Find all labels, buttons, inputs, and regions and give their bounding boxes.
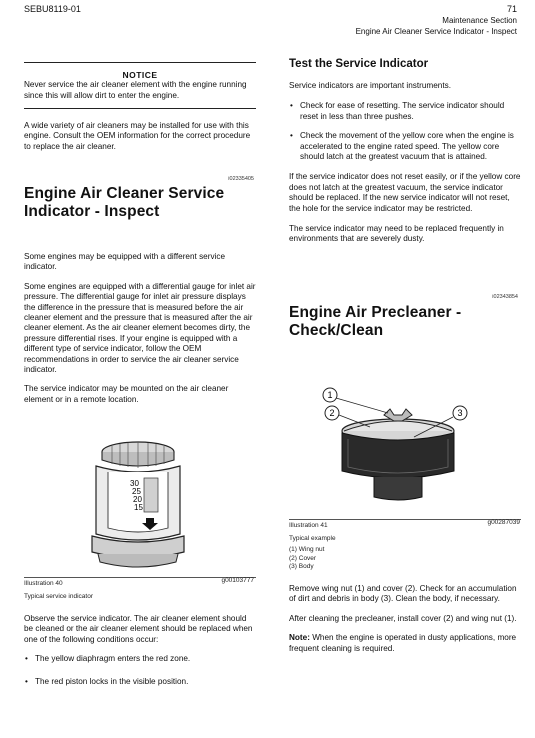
paragraph-3: Remove wing nut (1) and cover (2). Check for an accumulation of dirt and debris in body (3). Clean the body, if necessary.	[289, 584, 517, 604]
note-paragraph	[289, 633, 521, 654]
notice-text: Never service the air cleaner element with the engine running since this will allow dirt to enter the engine.	[24, 80, 247, 100]
reference-id: i02343854	[492, 294, 518, 300]
air-cleaner-variety-paragraph	[24, 121, 256, 152]
illustration-41-legend	[289, 546, 324, 572]
paragraph-1: Some engines may be equipped with a different service indicator.	[24, 252, 226, 272]
indicator-base-bottom	[98, 554, 178, 567]
paragraph-2: Some engines are equipped with a differential gauge for inlet air pressure. The differential gauge for inlet air pressure displays the difference in the pressure that is measured before the air cleaner element and the pressure that is measured after the air cleaner element. As the air cleaner element becomes dirty, the pressure differential rises. If your engine is equipped with a different type of service indicator, follow the OEM recommendations in order to service the air cleaner service indicator.	[24, 281, 256, 375]
left-observe-text	[24, 614, 256, 693]
callout-number: 2	[329, 408, 335, 418]
section-heading-indicator-inspect: Engine Air Cleaner Service Indicator - Inspect	[24, 185, 225, 220]
service-indicator-illustration	[82, 438, 194, 574]
test-bullet-list	[289, 101, 521, 162]
callout-number: 1	[327, 390, 333, 400]
list-item: • Check for ease of resetting. The service indicator should reset in less than three pushes.	[300, 101, 521, 122]
legend-item: (3) Body	[289, 563, 314, 570]
paragraph-2: The service indicator may need to be replaced frequently in environments that are severely dusty.	[289, 224, 504, 244]
notice-bottom-rule	[24, 108, 256, 109]
indicator-ribs	[112, 442, 164, 468]
notice-title: NOTICE	[122, 70, 158, 80]
precleaner-body	[342, 433, 454, 478]
right-precleaner-text	[289, 584, 521, 654]
illustration-41-caption: Typical example	[289, 535, 336, 542]
list-item: • The yellow diaphragm enters the red zone.	[35, 654, 256, 664]
page-number: 71	[506, 4, 517, 14]
legend-item: (2) Cover	[289, 554, 317, 562]
red-zone-bullet-list	[24, 654, 256, 687]
paragraph-text: A wide variety of air cleaners may be installed for use with this engine. Consult the OEM information for the correct procedure to replace the air cleaner.	[24, 121, 251, 151]
note-label: Note:	[289, 633, 310, 643]
gauge-number-30: 30	[130, 479, 139, 488]
paragraph-4: Observe the service indicator. The air cleaner element should be cleaned or the air cleaner element should be replaced when one of the following conditions occur:	[24, 614, 253, 644]
section-heading-test-indicator: Test the Service Indicator	[289, 58, 429, 70]
gauge-number-15: 15	[134, 503, 143, 512]
precleaner-illustration	[318, 385, 480, 515]
note-text: When the engine is operated in dusty applications, more frequent cleaning is required.	[289, 633, 517, 653]
precleaner-neck	[374, 477, 422, 500]
notice-box	[24, 70, 256, 101]
document-id: SEBU8119-01	[24, 4, 81, 14]
illustration-40-code: g00103777	[221, 577, 254, 584]
section-name: Maintenance Section	[442, 16, 517, 25]
left-body-text	[24, 252, 256, 405]
illustration-41-label: Illustration 41	[289, 522, 328, 529]
section-heading-precleaner: Engine Air Precleaner - Check/Clean	[289, 304, 462, 339]
legend-item: (1) Wing nut	[289, 546, 325, 553]
notice-top-rule	[24, 62, 256, 63]
gauge-number-20: 20	[133, 495, 142, 504]
callout-number: 3	[457, 408, 463, 418]
paragraph-3: The service indicator may be mounted on the air cleaner element or in a remote location.	[24, 384, 229, 404]
list-item: • The red piston locks in the visible position.	[35, 677, 256, 687]
gauge-number-25: 25	[132, 487, 141, 496]
illustration-40-label: Illustration 40	[24, 580, 63, 587]
topic-name: Engine Air Cleaner Service Indicator - Inspect	[355, 27, 517, 36]
illustration-40-caption: Typical service indicator	[24, 593, 93, 600]
intro-text: Service indicators are important instruments.	[289, 81, 451, 90]
paragraph-4: After cleaning the precleaner, install cover (2) and wing nut (1).	[289, 613, 517, 623]
reference-id: i02335405	[228, 176, 254, 182]
illustration-41-code: g00287039	[487, 519, 520, 526]
page-header-right	[356, 4, 517, 37]
paragraph-1: If the service indicator does not reset easily, or if the yellow core does not latch at the greatest vacuum, the service indicator should be replaced. If the new service indicator will not reset, the hole for the service indicator may be restricted.	[289, 172, 521, 213]
indicator-piston-zone	[144, 478, 158, 512]
right-test-text	[289, 81, 521, 245]
list-item: • Check the movement of the yellow core when the engine is accelerated to the engine rated speed. The yellow core should latch at the greatest vacuum that is attained.	[300, 131, 521, 162]
